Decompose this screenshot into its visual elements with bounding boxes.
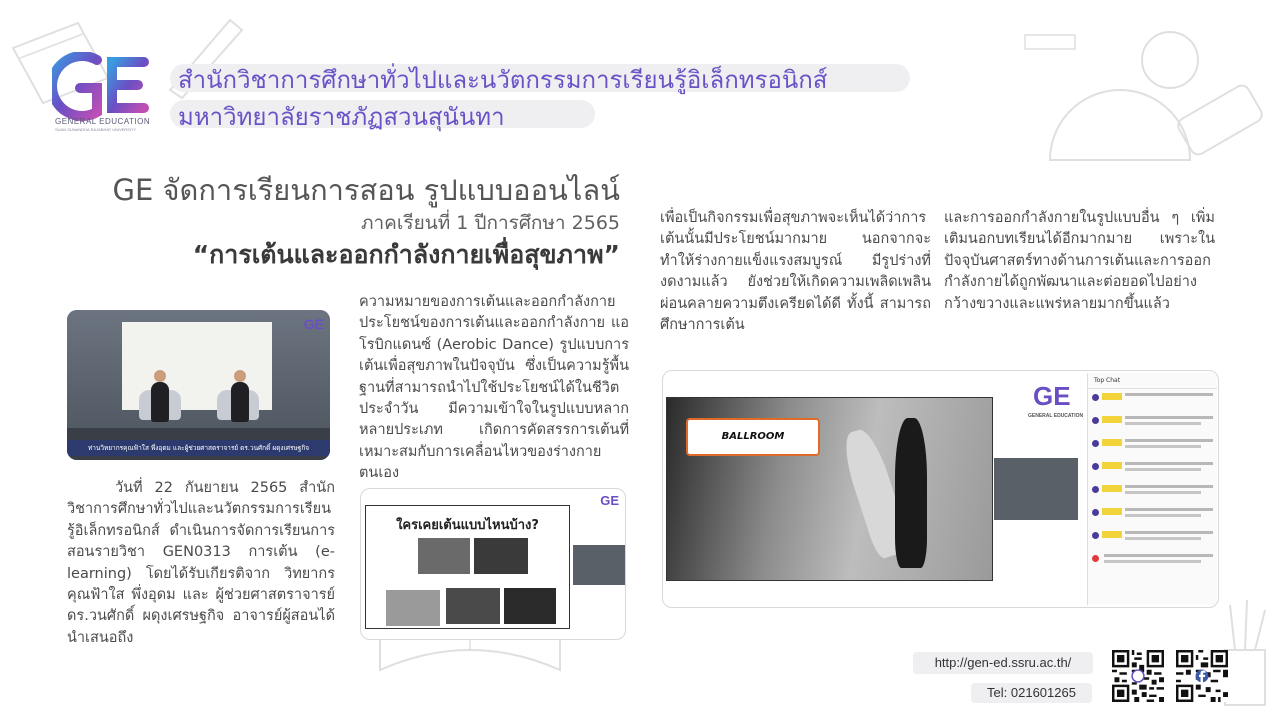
slide-dance-types [365, 505, 570, 629]
photo3-speaker-inset [994, 458, 1078, 520]
slide-ballroom [666, 397, 993, 581]
photo-speakers [67, 310, 330, 460]
photo3-ge-logo: GE [1033, 381, 1071, 411]
article-title-block [113, 172, 620, 272]
photo1-caption: ท่านวิทยากรคุณฟ้าใส พึ่งอุดม และผู้ช่วยศาสตราจารย์ ดร.วนศักดิ์ ผดุงเศรษฐกิจ [67, 440, 330, 456]
logo-university: SUAN SUNANDHA RAJABHAT UNIVERSITY [55, 127, 137, 132]
website-url[interactable]: http://gen-ed.ssru.ac.th/ [913, 652, 1093, 674]
speaker-left-head [154, 370, 166, 382]
article-paragraph-4: และการออกกำลังกายในรูปแบบอื่น ๆ เพิ่มเติมนอกบทเรียนได้อีกมากมาย เพราะในปัจจุบันศาสตร์ทางด้านการเต้นและการออกกำลังกายได้ถูกพัฒนาและต่อยอดไปอย่างกว้างขวางและแพร่หลายมากขึ้นแล้ว [944, 210, 1215, 312]
dance-photo-2 [474, 538, 528, 574]
speaker-right [231, 382, 249, 422]
article-paragraph-1: วันที่ 22 กันยายน 2565 สำนักวิชาการศึกษาทั่วไปและนวัตกรรมการเรียนรู้อิเล็กทรอนิกส์ ดำเนินการจัดการเรียนการสอนรายวิชา GEN0313 การเต้น (e-learning) โดยได้รับเกียรติจาก วิทยากร คุณฟ้าใส พึ่งอุดม และ ผู้ช่วยศาสตราจารย์ ดร.วนศักดิ์ ผดุงเศรษฐกิจ อาจารย์ผู้สอนได้นำเสนอถึง [67, 480, 335, 646]
speaker-right-head [234, 370, 246, 382]
article-paragraph-2: ความหมายของการเต้นและออกกำลังกาย ประโยชน์ของการเต้นและออกกำลังกาย แอโรบิกแดนซ์ (Aerobic Dance) รูปแบบการเต้นเพื่อสุขภาพในปัจจุบัน ซึ่งเป็นความรู้พื้นฐานที่สามารถนำไปใช้ประโยชน์ได้ในชีวิตประจำวัน มีความเข้าใจในรูปแบบหลากหลายประเภท เกิดการคัดสรรการเต้นที่เหมาะสมกับการเคลื่อนไหวของร่างกายตนเอง [359, 294, 629, 482]
chat-message [1092, 461, 1213, 481]
article-title: GE จัดการเรียนการสอน รูปแบบออนไลน์ [112, 173, 620, 207]
photo-slide-dance-types [360, 488, 626, 640]
compass-doodle-icon [1020, 10, 1270, 190]
photo1-ge-logo: GE [303, 316, 324, 332]
dancer-man [895, 418, 927, 568]
logo-subtitle: GENERAL EDUCATION [55, 117, 151, 126]
website-qr-code-icon[interactable] [1112, 650, 1164, 702]
chat-message [1092, 415, 1213, 435]
chat-message [1092, 553, 1213, 573]
header-university-name: มหาวิทยาลัยราชภัฏสวนสุนันทา [178, 103, 505, 131]
article-course-name: “การเต้นและออกกำลังกายเพื่อสุขภาพ” [192, 240, 620, 269]
dance-photo-5 [504, 588, 556, 624]
chat-message [1092, 438, 1213, 458]
speaker-left [151, 382, 169, 422]
photo2-speaker-inset [573, 545, 626, 585]
chat-message [1092, 530, 1213, 550]
photo2-ge-logo: GE [600, 493, 619, 508]
header-office-name: สำนักวิชาการศึกษาทั่วไปและนวัตกรรมการเรียนรู้อิเล็กทรอนิกส์ [178, 66, 828, 94]
ballroom-label: BALLROOM [686, 418, 820, 456]
chat-message [1092, 392, 1213, 412]
slide-dance-types-title: ใครเคยเต้นแบบไหนบ้าง? [396, 518, 539, 533]
photo3-ge-logo-sub: GENERAL EDUCATION [1028, 413, 1084, 419]
chat-title: Top Chat [1088, 373, 1217, 389]
telephone-number: Tel: 021601265 [971, 683, 1092, 703]
chat-message [1092, 484, 1213, 504]
dance-photo-3 [386, 590, 440, 626]
photo-ballroom-stream [662, 370, 1219, 608]
article-paragraph-3: เพื่อเป็นกิจกรรมเพื่อสุขภาพจะเห็นได้ว่าการเต้นนั้นมีประโยชน์มากมาย นอกจากจะทำให้ร่างกายแข็งแรงสมบูรณ์ มีรูปร่างที่งดงามแล้ว ยังช่วยให้เกิดความเพลิดเพลิน ผ่อนคลายความตึงเครียดได้ดี ทั้งนี้ สามารถศึกษาการเต้น [660, 210, 931, 334]
dance-photo-4 [446, 588, 500, 624]
live-chat-panel [1087, 373, 1217, 605]
dance-photo-1 [418, 538, 470, 574]
article-semester: ภาคเรียนที่ 1 ปีการศึกษา 2565 [360, 212, 620, 234]
chat-message [1092, 507, 1213, 527]
facebook-qr-code-icon[interactable] [1176, 650, 1228, 702]
